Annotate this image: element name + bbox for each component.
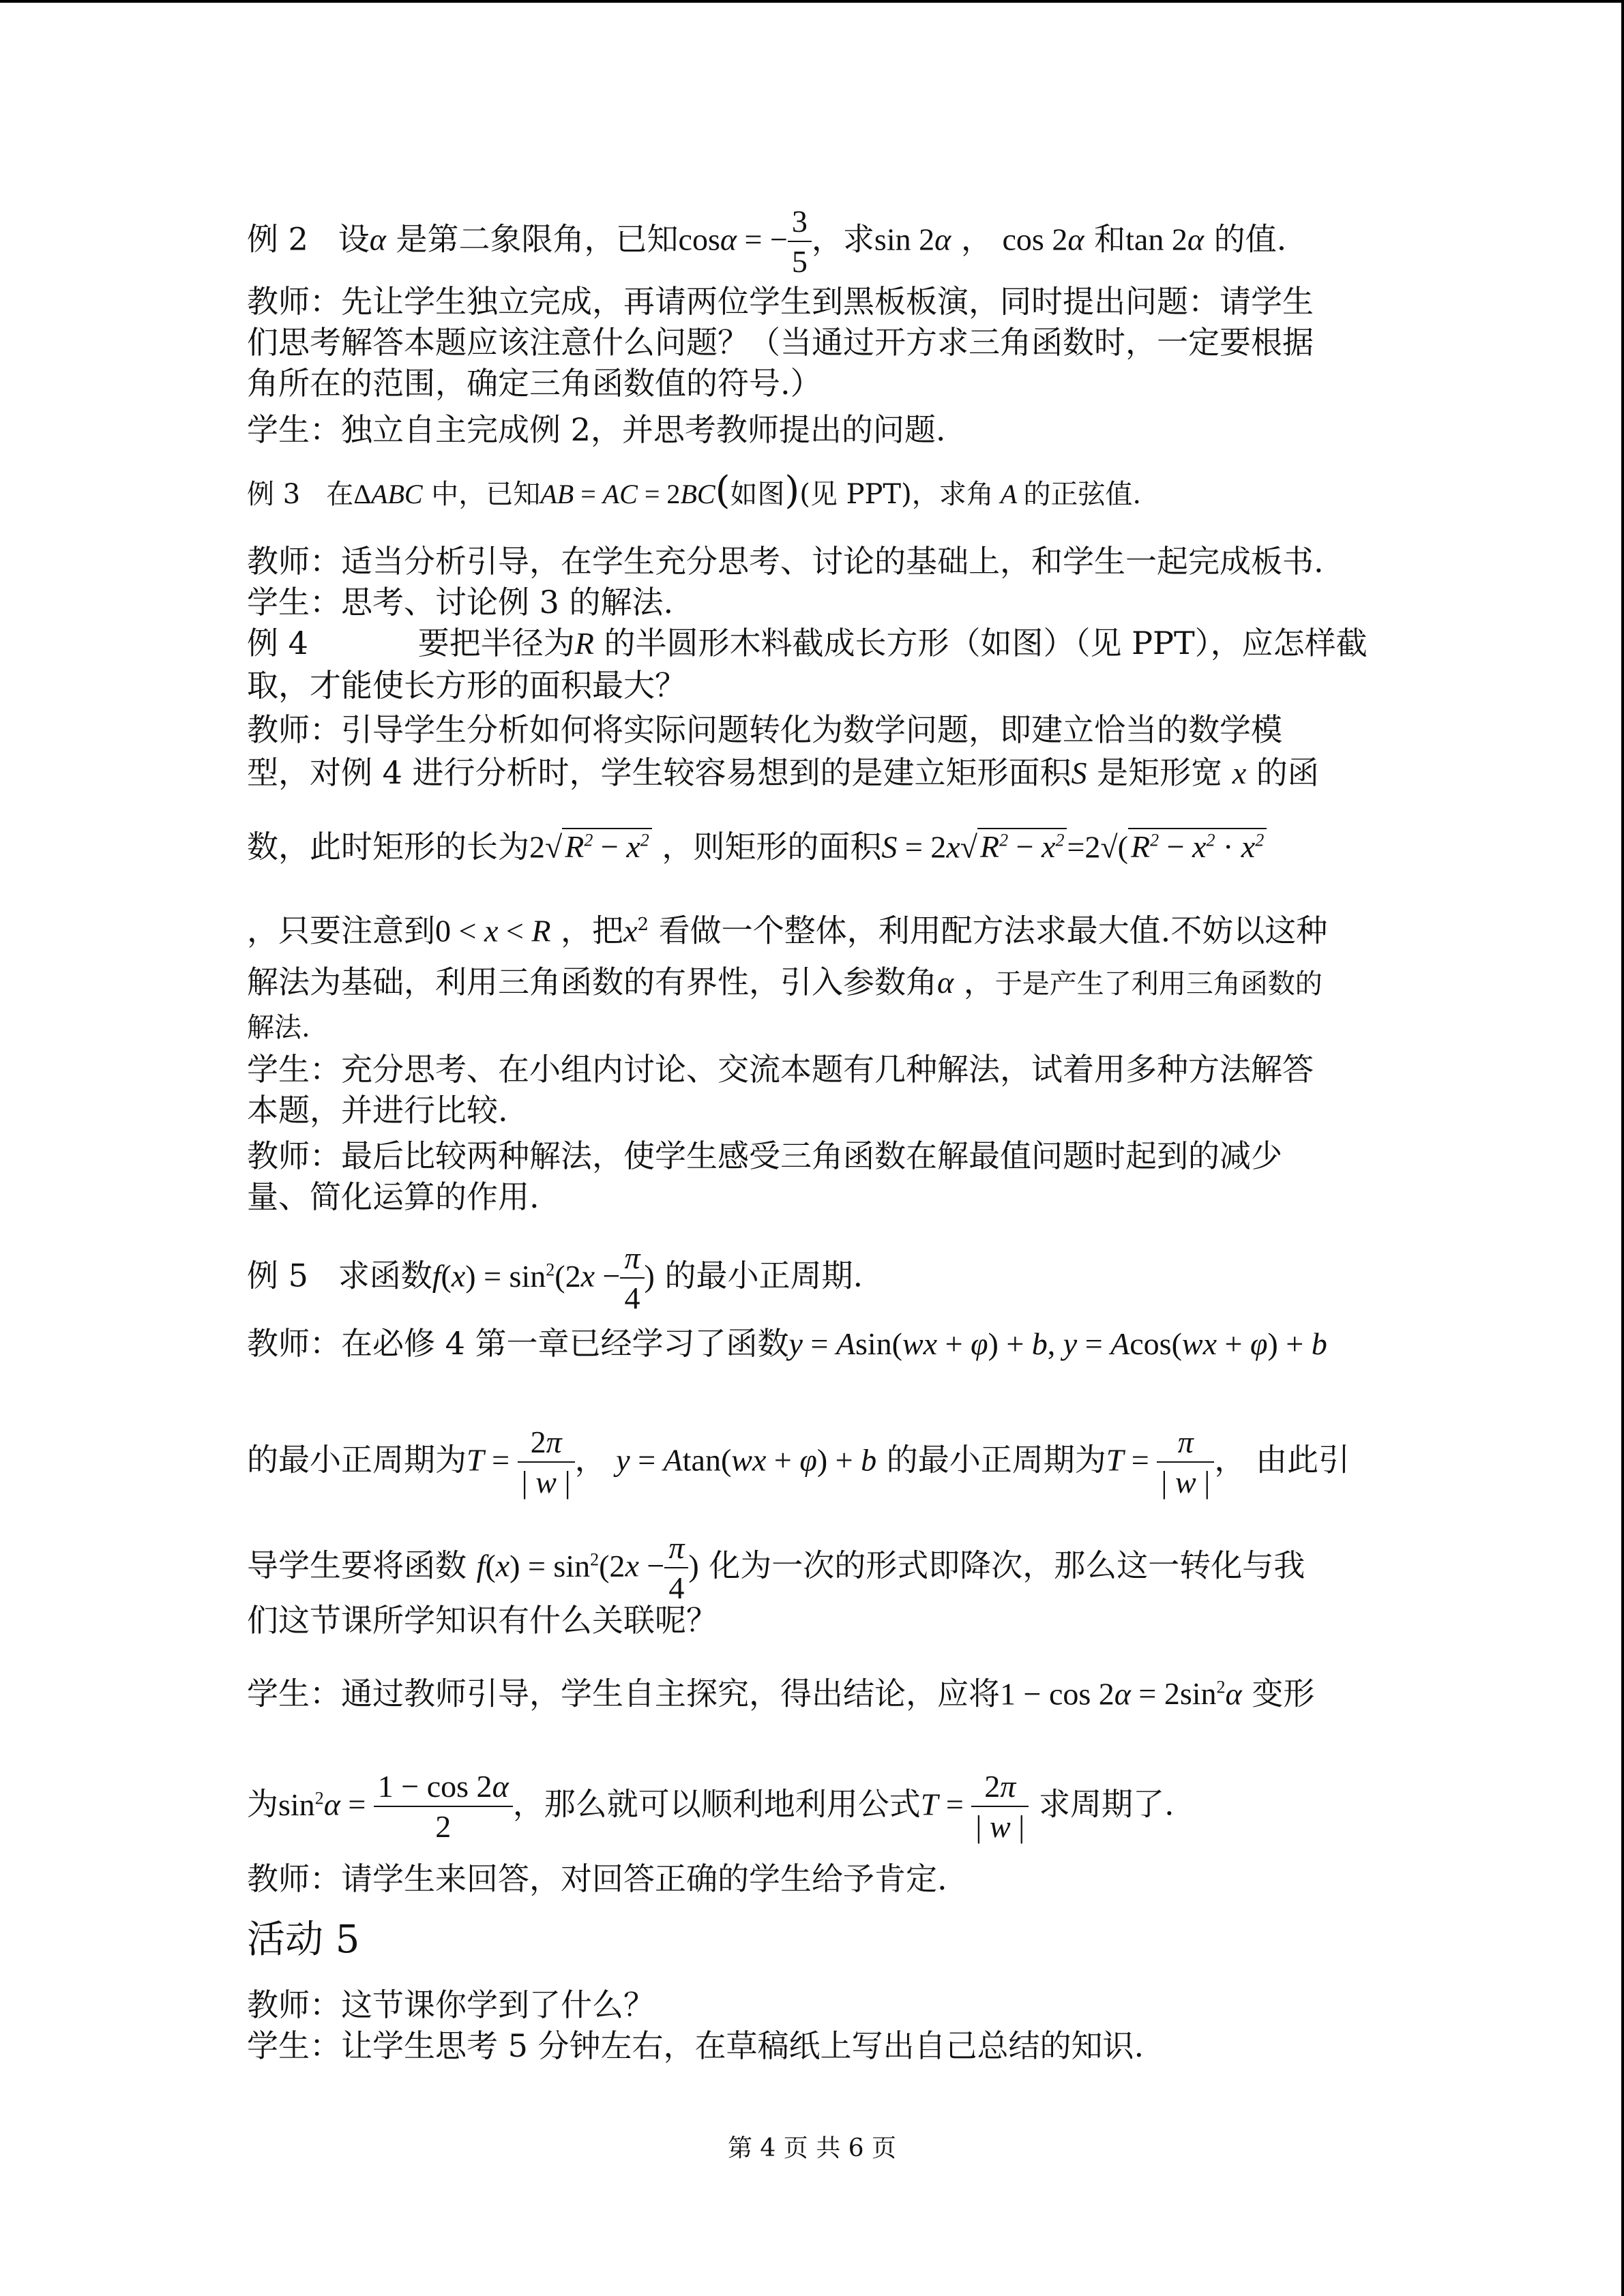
teacher-line: 教师：在必修 4 第一章已经学习了函数y = Asin(wx + φ) + b, y = Acos(wx + φ) + b [247,1325,1327,1362]
example-2-line: 例 2 设α 是第二象限角，已知cosα = − $\frac{3}{5}$ ，求sin 2α ， cos 2α 和tan 2α 的值. [247,204,1287,279]
example-5-line: 例 5 求函数$f(x) = \sin^2(2x$ − $\frac{\pi}{4}$ ) 的最小正周期. [247,1240,863,1315]
teacher-line-cont: 量、简化运算的作用. [247,1178,540,1215]
student-line-cont: 本题，并进行比较. [247,1092,508,1129]
student-line: 学生：充分思考、在小组内讨论、交流本题有几种解法，试着用多种方法解答 [247,1051,1314,1088]
teacher-line-cont: 解法为基础，利用三角函数的有界性，引入参数角α ，于是产生了利用三角函数的 [247,964,1323,1000]
example-4-line-cont: 取，才能使长方形的面积最大？ [247,667,686,704]
student-line: 学生：通过教师引导，学生自主探究，得出结论，应将$1 - \cos 2\alpha = 2\sin^2\alpha$ 变形 [247,1675,1315,1712]
page-footer: 第 4 页 共 6 页 [727,2134,897,2162]
teacher-line-cont: 数，此时矩形的长为$2√R^2 - x^2$ ，则矩形的面积$S = 2x√R^2 - x^2=2√(R^2 - x^2 \cdot x^2$ [247,820,1267,867]
example-3-line: 例 3 在ΔABC 中，已知AB = AC = 2BC(如图)(见 PPT)，求角 A 的正弦值. [247,468,1142,513]
teacher-line-cont: 的最小正周期为T = $\frac{2\pi}{| w |}$ ， y = Atan(wx + φ) + b 的最小正周期为T = $\frac{\pi}{| w |}$ ， 由此引 [247,1425,1350,1500]
teacher-line: 教师：引导学生分析如何将实际问题转化为数学问题，即建立恰当的数学模 [247,711,1282,748]
teacher-line-cont: 角所在的范围，确定三角函数值的符号.） [247,365,822,402]
student-line-cont: 为$\sin^2\alpha$ = $\frac{1 - \cos 2\alpha}{2}$ ，那么就可以顺利地利用公式T = $\frac{2\pi}{| w |}$ 求周期了. [247,1769,1175,1844]
page-right-border [1621,0,1624,2296]
student-line: 学生：思考、讨论例 3 的解法. [247,584,674,621]
teacher-line: 教师：请学生来回答，对回答正确的学生给予肯定. [247,1860,947,1897]
teacher-line: 教师：先让学生独立完成，再请两位学生到黑板板演，同时提出问题：请学生 [247,283,1314,320]
teacher-line-cont: 型，对例 4 进行分析时，学生较容易想到的是建立矩形面积S 是矩形宽 x 的函 [247,754,1319,791]
teacher-line-cont: 们这节课所学知识有什么关联呢？ [247,1602,718,1639]
teacher-line: 教师：这节课你学到了什么？ [247,1986,655,2023]
teacher-line: 教师：适当分析引导，在学生充分思考、讨论的基础上，和学生一起完成板书. [247,543,1324,580]
teacher-line-cont: ，只要注意到0 < x < R ，把$x^2$ 看做一个整体，利用配方法求最大值.不妨以这种 [247,912,1328,949]
student-line: 学生：独立自主完成例 2，并思考教师提出的问题. [247,411,946,448]
teacher-line-cont: 解法. [247,1012,310,1043]
example-4-line: 例 4 要把半径为R 的半圆形木料截成长方形（如图）（见 PPT），应怎样截 [247,625,1368,661]
page-top-border [0,0,1624,3]
teacher-line-cont: 导学生要将函数 $f(x) = \sin^2(2x$ − $\frac{\pi}{4}$ ) 化为一次的形式即降次，那么这一转化与我 [247,1530,1305,1605]
student-line: 学生：让学生思考 5 分钟左右，在草稿纸上写出自己总结的知识. [247,2027,1145,2064]
teacher-line: 教师：最后比较两种解法，使学生感受三角函数在解最值问题时起到的减少 [247,1137,1282,1174]
teacher-line-cont: 们思考解答本题应该注意什么问题？（当通过开方求三角函数时，一定要根据 [247,324,1314,361]
section-heading-activity-5: 活动 5 [247,1918,360,1962]
